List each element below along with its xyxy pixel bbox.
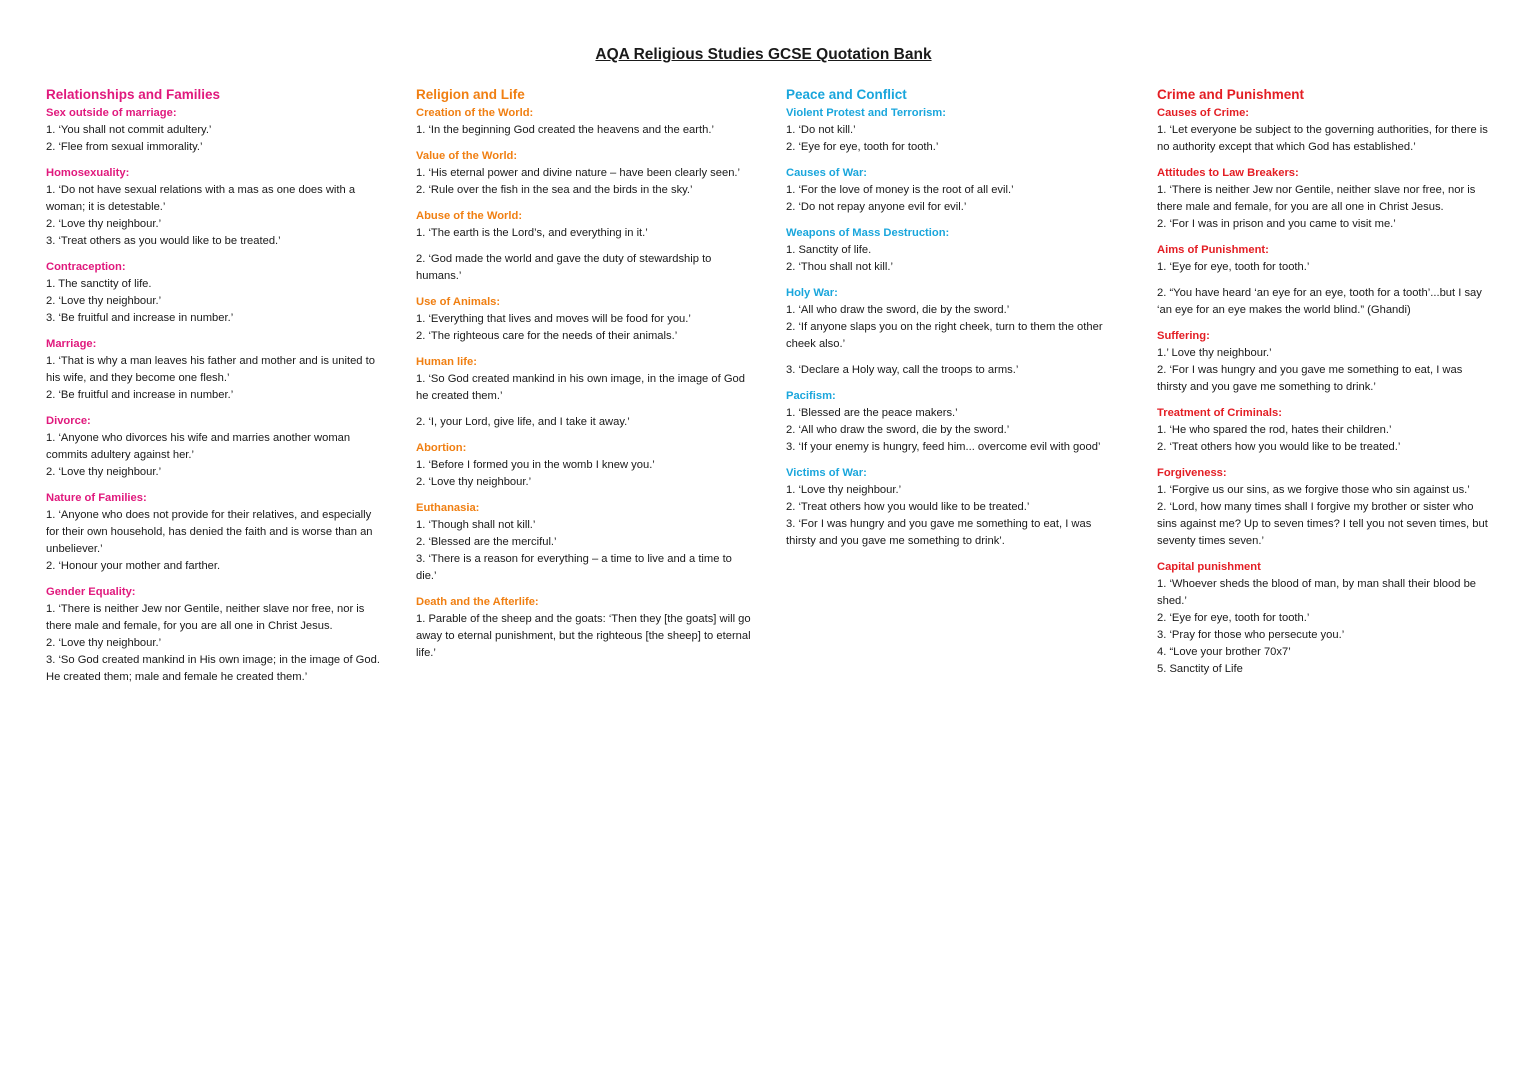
quote-item: 2. ‘Thou shall not kill.’ [786, 261, 893, 273]
quote-item: 1. ‘In the beginning God created the heavens and the earth.’ [416, 124, 714, 136]
quote-item: 2. ‘For I was in prison and you came to visit me.’ [1157, 218, 1396, 230]
quote-item: 2. ‘Lord, how many times shall I forgive my brother or sister who sins against me? Up to seven times? I tell you not seven times, but seventy times seven.’ [1157, 501, 1488, 547]
quote-item: 3. ‘Treat others as you would like to be treated.’ [46, 235, 281, 247]
quote-section [416, 105, 751, 139]
quote-section [416, 594, 751, 662]
quote-item: 2. ‘Love thy neighbour.’ [46, 466, 162, 478]
quote-item: 1. ‘Blessed are the peace makers.’ [786, 407, 958, 419]
quote-section [416, 294, 751, 345]
quote-item: 3. ‘If your enemy is hungry, feed him... overcome evil with good’ [786, 441, 1101, 453]
quote-section [46, 259, 381, 327]
section-title: Sex outside of marriage: [46, 107, 177, 119]
quote-section [1157, 242, 1492, 319]
quote-section [786, 388, 1121, 456]
section-title: Capital punishment [1157, 561, 1261, 573]
quote-item: 1. ‘All who draw the sword, die by the sword.’ [786, 304, 1010, 316]
column-title: Relationships and Families [46, 87, 221, 102]
quote-item: 2. ‘God made the world and gave the duty of stewardship to humans.’ [416, 253, 712, 282]
quote-item: 1. ‘Do not have sexual relations with a mas as one does with a woman; it is detestable.’ [46, 184, 356, 213]
quote-item: 1. ‘Though shall not kill.’ [416, 519, 536, 531]
quote-item: 1. Parable of the sheep and the goats: ‘Then they [the goats] will go away to eternal punishment, but the righteous [the sheep] to eternal life.’ [416, 613, 751, 659]
quote-section [786, 105, 1121, 156]
section-title: Death and the Afterlife: [416, 596, 539, 608]
quote-item: 2. ‘If anyone slaps you on the right cheek, turn to them the other cheek also.’ [786, 321, 1103, 350]
quote-item: 3. ‘Declare a Holy way, call the troops to arms.’ [786, 364, 1019, 376]
quote-section [46, 165, 381, 250]
quote-item: 3. ‘So God created mankind in His own image; in the image of God. He created them; male and female he created them.’ [46, 654, 380, 683]
quote-item: 1. Sanctity of life. [786, 244, 872, 256]
section-title: Human life: [416, 356, 477, 368]
section-title: Use of Animals: [416, 296, 501, 308]
quote-item: 3. ‘Pray for those who persecute you.’ [1157, 629, 1345, 641]
quote-section [1157, 165, 1492, 233]
quote-item: 2. ‘All who draw the sword, die by the sword.’ [786, 424, 1010, 436]
quote-section [416, 208, 751, 285]
column-religion-and-life [416, 85, 751, 662]
section-title: Holy War: [786, 287, 838, 299]
quote-item: 1. ‘Eye for eye, tooth for tooth.’ [1157, 261, 1310, 273]
quote-section [1157, 105, 1492, 156]
quote-item: 2. ‘Love thy neighbour.’ [46, 295, 162, 307]
quote-item: 2. ‘Eye for eye, tooth for tooth.’ [786, 141, 939, 153]
quote-item: 4. “Love your brother 70x7’ [1157, 646, 1291, 658]
quote-item: 1. ‘Love thy neighbour.’ [786, 484, 902, 496]
quote-item: 1. ‘There is neither Jew nor Gentile, neither slave nor free, nor is there male and female, for you are all one in Christ Jesus. [46, 603, 365, 632]
quote-item: 1. ‘Before I formed you in the womb I knew you.’ [416, 459, 655, 471]
section-title: Marriage: [46, 338, 97, 350]
section-title: Suffering: [1157, 330, 1210, 342]
quote-item: 1. The sanctity of life. [46, 278, 152, 290]
quote-item: 3. ‘For I was hungry and you gave me something to eat, I was thirsty and you gave me something to drink’. [786, 518, 1092, 547]
quote-item: 2. ‘Love thy neighbour.’ [416, 476, 532, 488]
section-title: Nature of Families: [46, 492, 147, 504]
quote-section [1157, 559, 1492, 678]
section-title: Causes of War: [786, 167, 868, 179]
quote-item: 1. ‘The earth is the Lord’s, and everything in it.’ [416, 227, 648, 239]
quote-item: 1. ‘His eternal power and divine nature – have been clearly seen.’ [416, 167, 741, 179]
quote-item: 1. ‘He who spared the rod, hates their children.’ [1157, 424, 1392, 436]
section-title: Value of the World: [416, 150, 518, 162]
quote-section [1157, 405, 1492, 456]
quote-section [786, 465, 1121, 550]
quote-section [786, 225, 1121, 276]
section-title: Euthanasia: [416, 502, 480, 514]
column-relationships-and-families [46, 85, 381, 686]
quote-item: 3. ‘Be fruitful and increase in number.’ [46, 312, 234, 324]
quote-item: 2. ‘Treat others how you would like to be treated.’ [786, 501, 1030, 513]
column-peace-and-conflict [786, 85, 1121, 550]
section-title: Weapons of Mass Destruction: [786, 227, 950, 239]
section-title: Divorce: [46, 415, 91, 427]
column-title: Crime and Punishment [1157, 87, 1305, 102]
section-title: Violent Protest and Terrorism: [786, 107, 946, 119]
quote-item: 2. ‘I, your Lord, give life, and I take it away.’ [416, 416, 630, 428]
quote-item: 2. ‘Blessed are the merciful.’ [416, 536, 557, 548]
quote-item: 2. ‘Eye for eye, tooth for tooth.’ [1157, 612, 1310, 624]
section-title: Aims of Punishment: [1157, 244, 1269, 256]
quote-item: 2. ‘Do not repay anyone evil for evil.’ [786, 201, 967, 213]
quote-item: 2. ‘Honour your mother and farther. [46, 560, 221, 572]
quote-item: 2. ‘For I was hungry and you gave me something to eat, I was thirsty and you gave me something to drink.’ [1157, 364, 1463, 393]
section-title: Abortion: [416, 442, 467, 454]
quote-item: 2. ‘Treat others how you would like to be treated.’ [1157, 441, 1401, 453]
section-title: Forgiveness: [1157, 467, 1227, 479]
quote-item: 5. Sanctity of Life [1157, 663, 1243, 675]
quote-section [1157, 328, 1492, 396]
quote-item: 1. ‘Everything that lives and moves will be food for you.’ [416, 313, 691, 325]
quote-section [46, 336, 381, 404]
quote-section [416, 500, 751, 585]
quote-item: 3. ‘There is a reason for everything – a time to live and a time to die.’ [416, 553, 732, 582]
quote-item: 1. ‘Forgive us our sins, as we forgive those who sin against us.’ [1157, 484, 1470, 496]
section-title: Homosexuality: [46, 167, 130, 179]
section-title: Victims of War: [786, 467, 867, 479]
quote-section [416, 148, 751, 199]
quote-section [46, 584, 381, 686]
section-title: Causes of Crime: [1157, 107, 1250, 119]
quote-item: 2. ‘The righteous care for the needs of their animals.’ [416, 330, 678, 342]
page-title: AQA Religious Studies GCSE Quotation Bank [595, 46, 932, 63]
quote-section [786, 285, 1121, 379]
section-title: Pacifism: [786, 390, 836, 402]
quote-item: 1.’ Love thy neighbour.’ [1157, 347, 1272, 359]
quote-section [46, 490, 381, 575]
column-title: Religion and Life [416, 87, 525, 102]
quote-item: 2. “You have heard ‘an eye for an eye, tooth for a tooth’...but I say ‘an eye for an eye makes the world blind.” (Ghandi) [1157, 287, 1482, 316]
section-title: Creation of the World: [416, 107, 534, 119]
quote-item: 1. ‘Whoever sheds the blood of man, by man shall their blood be shed.’ [1157, 578, 1477, 607]
quote-item: 1. ‘Let everyone be subject to the governing authorities, for there is no authority except that which God has established.’ [1157, 124, 1488, 153]
section-title: Gender Equality: [46, 586, 136, 598]
quote-item: 1. ‘There is neither Jew nor Gentile, neither slave nor free, nor is there male and female, for you are all one in Christ Jesus. [1157, 184, 1476, 213]
column-title: Peace and Conflict [786, 87, 907, 102]
section-title: Treatment of Criminals: [1157, 407, 1282, 419]
section-title: Contraception: [46, 261, 126, 273]
quote-item: 1. ‘Anyone who does not provide for their relatives, and especially for their own household, has denied the faith and is worse than an unbeliever.’ [46, 509, 373, 555]
quote-item: 2. ‘Love thy neighbour.’ [46, 218, 162, 230]
quote-section [46, 413, 381, 481]
column-crime-and-punishment [1157, 85, 1492, 678]
quote-section [1157, 465, 1492, 550]
section-title: Abuse of the World: [416, 210, 523, 222]
quote-item: 2. ‘Be fruitful and increase in number.’ [46, 389, 234, 401]
quote-section [416, 354, 751, 431]
quote-item: 1. ‘So God created mankind in his own image, in the image of God he created them.’ [416, 373, 745, 402]
quote-item: 1. ‘For the love of money is the root of all evil.’ [786, 184, 1014, 196]
quote-item: 1. ‘Anyone who divorces his wife and marries another woman commits adultery against her.’ [46, 432, 351, 461]
section-title: Attitudes to Law Breakers: [1157, 167, 1299, 179]
quote-item: 2. ‘Flee from sexual immorality.’ [46, 141, 203, 153]
quote-item: 1. ‘That is why a man leaves his father and mother and is united to his wife, and they become one flesh.’ [46, 355, 375, 384]
quote-section [416, 440, 751, 491]
quote-item: 2. ‘Love thy neighbour.’ [46, 637, 162, 649]
quote-item: 2. ‘Rule over the fish in the sea and the birds in the sky.’ [416, 184, 693, 196]
quote-section [46, 105, 381, 156]
quote-item: 1. ‘Do not kill.’ [786, 124, 856, 136]
quote-item: 1. ‘You shall not commit adultery.’ [46, 124, 212, 136]
quote-section [786, 165, 1121, 216]
